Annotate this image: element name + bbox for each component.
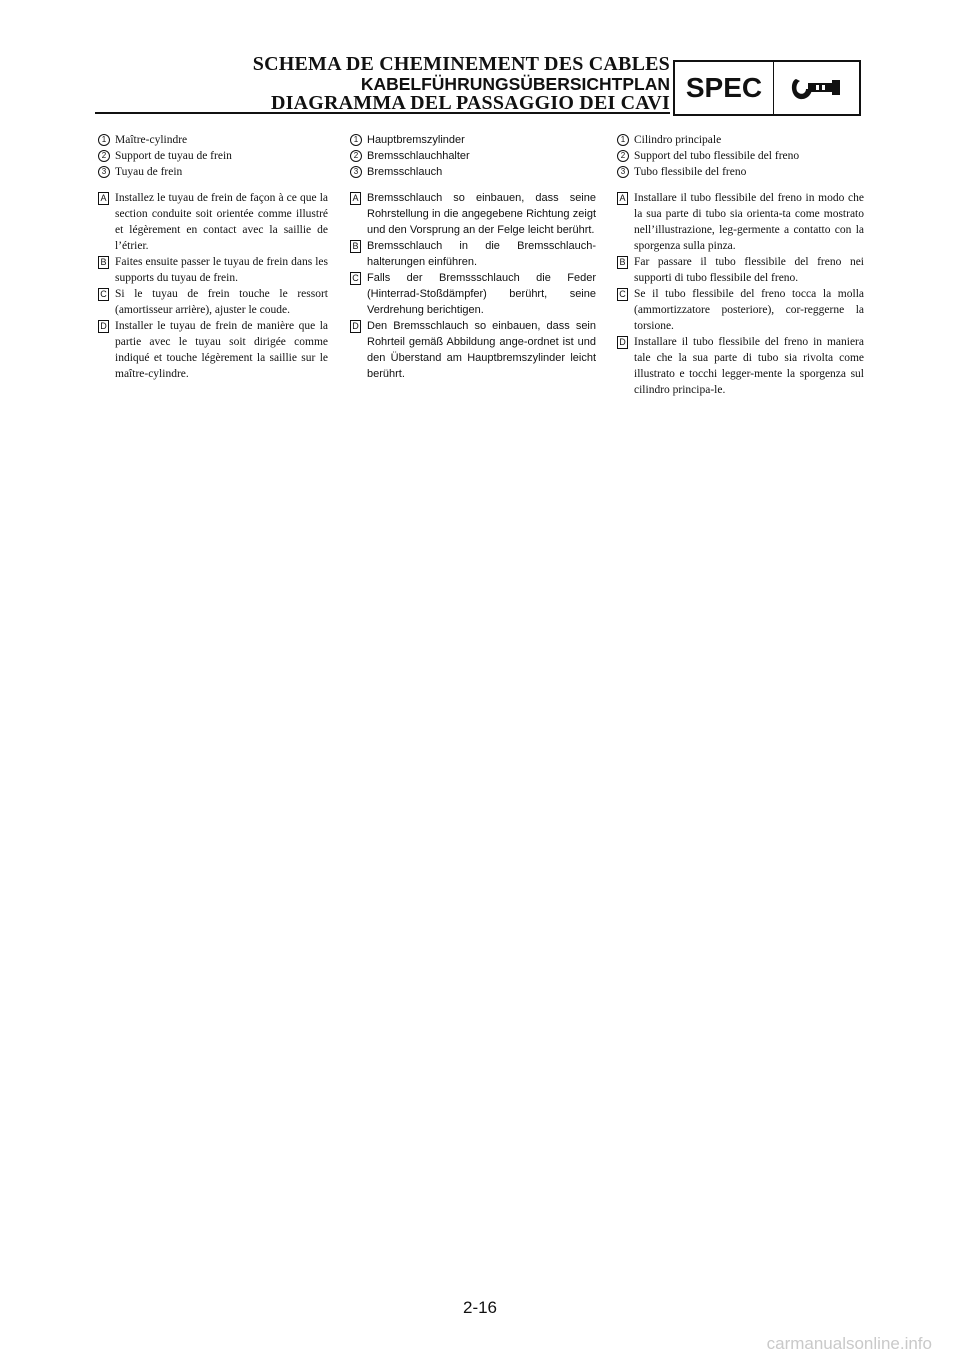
item-label: Hauptbremszylinder <box>367 134 465 146</box>
item-label: Tubo flessibile del freno <box>634 166 747 178</box>
note-text: Installare il tubo flessibile del freno in maniera tale che la sua parte di tubo sia rivolta come illustrato e tocchi legger-mente la sporgenza sul cilindro principa-le. <box>634 336 864 396</box>
note-item <box>350 238 596 270</box>
callout-number: 1 <box>350 134 362 146</box>
title-german: KABELFÜHRUNGSÜBERSICHTPLAN <box>360 74 670 94</box>
note-item <box>617 286 864 334</box>
callout-number: 3 <box>98 166 110 178</box>
list-item <box>98 132 328 148</box>
item-label: Bremsschlauch <box>367 166 443 178</box>
column-italian <box>617 132 864 398</box>
section-badge-label: SPEC <box>675 62 774 114</box>
list-item <box>98 164 328 180</box>
callout-number: 2 <box>350 150 362 162</box>
note-item <box>98 318 328 382</box>
note-letter: A <box>617 192 628 205</box>
note-letter: A <box>98 192 109 205</box>
note-item <box>98 254 328 286</box>
page-header <box>95 54 865 120</box>
note-item <box>350 190 596 238</box>
item-label: Cilindro principale <box>634 134 722 146</box>
note-item <box>617 190 864 254</box>
note-text: Se il tubo flessibile del freno tocca la molla (ammortizzatore posteriore), cor-reggerne la torsione. <box>634 288 864 332</box>
note-letter: D <box>350 320 361 333</box>
title-italian: DIAGRAMMA DEL PASSAGGIO DEI CAVI <box>270 92 670 115</box>
note-text: Falls der Bremssschlauch die Feder (Hinterrad-Stoßdämpfer) berührt, seine Verdrehung berichtigen. <box>367 272 596 316</box>
note-letter: C <box>350 272 361 285</box>
note-letter: D <box>617 336 628 349</box>
watermark: carmanualsonline.info <box>766 1334 932 1353</box>
callout-number: 1 <box>98 134 110 146</box>
item-label: Support del tubo flessibile del freno <box>634 150 800 162</box>
column-german <box>350 132 596 382</box>
list-item <box>350 148 596 164</box>
note-letter: B <box>98 256 109 269</box>
column-french <box>98 132 328 382</box>
note-text: Installer le tuyau de frein de manière que la partie avec le tuyau soit dirigée comme indiqué et touche légèrement la saillie sur le maître-cylindre. <box>115 320 328 380</box>
note-letter: D <box>98 320 109 333</box>
note-letter: B <box>350 240 361 253</box>
list-item <box>617 164 864 180</box>
callout-number: 3 <box>617 166 629 178</box>
note-text: Faites ensuite passer le tuyau de frein dans les supports du tuyau de frein. <box>115 256 328 284</box>
item-label: Maître-cylindre <box>115 134 188 146</box>
list-item <box>98 148 328 164</box>
item-label: Tuyau de frein <box>115 166 183 178</box>
note-text: Den Bremsschlauch so einbauen, dass sein Rohrteil gemäß Abbildung ange-ordnet ist und den Überstand am Hauptbremszylinder leicht berührt. <box>367 320 596 380</box>
list-item <box>350 164 596 180</box>
note-text: Si le tuyau de frein touche le ressort (amortisseur arrière), ajuster le coude. <box>115 288 328 316</box>
note-item <box>98 190 328 254</box>
item-label: Bremsschlauchhalter <box>367 150 470 162</box>
list-item <box>350 132 596 148</box>
note-item <box>350 270 596 318</box>
page-number: 2-16 <box>462 1298 498 1317</box>
list-item <box>617 132 864 148</box>
note-item <box>617 334 864 398</box>
section-badge <box>673 60 861 116</box>
callout-number: 1 <box>617 134 629 146</box>
title-french: SCHEMA DE CHEMINEMENT DES CABLES <box>252 53 670 75</box>
item-label: Support de tuyau de frein <box>115 150 232 162</box>
note-letter: A <box>350 192 361 205</box>
note-text: Installare il tubo flessibile del freno in modo che la sua parte di tubo sia orienta-ta come mostrato nell’illustrazione, leg-germente a contatto con la sporgenza sulla pinza. <box>634 192 864 252</box>
note-text: Bremsschlauch in die Bremsschlauch-halterungen einführen. <box>367 240 596 268</box>
callout-number: 2 <box>617 150 629 162</box>
callout-number: 3 <box>350 166 362 178</box>
note-item <box>98 286 328 318</box>
list-item <box>617 148 864 164</box>
note-item <box>350 318 596 382</box>
note-text: Installez le tuyau de frein de façon à ce que la section conduite soit orientée comme illustré et légèrement en contact avec la saillie de l’étrier. <box>115 192 328 252</box>
note-letter: C <box>98 288 109 301</box>
note-letter: B <box>617 256 628 269</box>
note-item <box>617 254 864 286</box>
header-titles <box>253 54 670 114</box>
note-text: Bremsschlauch so einbauen, dass seine Rohrstellung in die angegebene Richtung zeigt und den Vorsprung an der Felge leicht berührt. <box>367 192 596 236</box>
wrench-caliper-icon <box>774 62 859 114</box>
note-text: Far passare il tubo flessibile del freno nei supporti di tubo flessibile del freno. <box>634 256 864 284</box>
callout-number: 2 <box>98 150 110 162</box>
header-rule <box>95 112 670 114</box>
note-letter: C <box>617 288 628 301</box>
